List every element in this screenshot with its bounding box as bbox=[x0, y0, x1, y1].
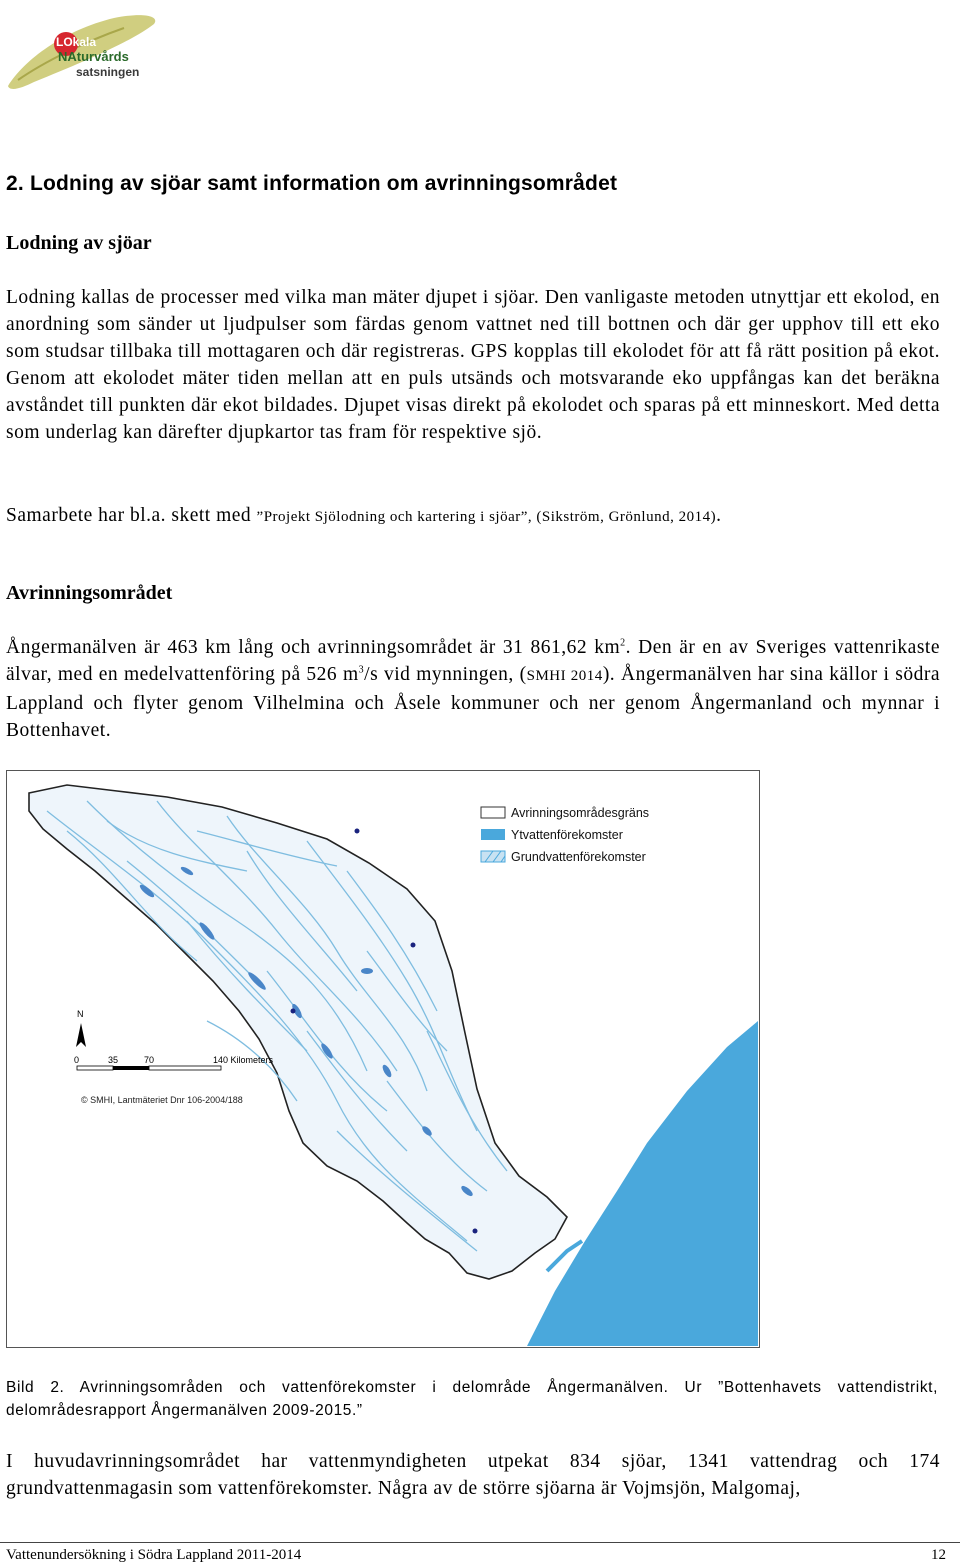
footer-rule bbox=[0, 1542, 960, 1543]
scale-label-70: 70 bbox=[144, 1055, 155, 1065]
catchment-map bbox=[6, 770, 760, 1348]
footer-title: Vattenundersökning i Södra Lappland 2011-2014 bbox=[6, 1547, 302, 1563]
logo-line-3: satsningen bbox=[76, 65, 140, 79]
scale-bar bbox=[74, 1055, 274, 1070]
logo-line-1: LOkala bbox=[56, 35, 97, 49]
section-title-lodning: Lodning av sjöar bbox=[6, 232, 152, 254]
legend-boundary-swatch bbox=[481, 807, 505, 818]
map-svg bbox=[7, 771, 758, 1346]
superscript-2: 2 bbox=[620, 637, 626, 649]
smhi-citation: SMHI 2014 bbox=[526, 668, 603, 684]
lona-logo bbox=[4, 10, 164, 92]
map-legend bbox=[481, 806, 649, 864]
page-heading: 2. Lodning av sjöar samt information om avrinningsområdet bbox=[6, 172, 618, 195]
scale-label-140: 140 Kilometers bbox=[213, 1055, 274, 1065]
avrinning-text-3: /s vid mynningen, ( bbox=[364, 664, 527, 685]
avrinning-paragraph bbox=[6, 634, 940, 744]
avrinning-text-2: . Den är en av Sveriges vattenrikaste älvar, med en medelvattenföring på 526 m bbox=[6, 637, 940, 685]
legend-surface-swatch bbox=[481, 829, 505, 840]
map-copyright: © SMHI, Lantmäteriet Dnr 106-2004/188 bbox=[81, 1095, 243, 1105]
closing-paragraph: I huvudavrinningsområdet har vattenmyndigheten utpekat 834 sjöar, 1341 vattendrag och 174 grundvattenmagasin som vattenförekomster. Några av de större sjöarna är Vojmsjön, Malgomaj, bbox=[6, 1451, 940, 1499]
collab-prefix: Samarbete har bl.a. skett med bbox=[6, 505, 257, 526]
scale-label-35: 35 bbox=[108, 1055, 119, 1065]
superscript-3: 3 bbox=[358, 664, 365, 676]
collab-project: ”Projekt Sjölodning och kartering i sjöar”, (Sikström, Grönlund, 2014) bbox=[256, 509, 717, 525]
lodning-paragraph: Lodning kallas de processer med vilka man mäter djupet i sjöar. Den vanligaste metoden utnyttjar ett ekolod, en anordning som sänder ut ljudpulser som färdas genom vattnet ned till bottnen och där ger upphov till ett eko som studsar tillbaka till mottagaren och där registreras. GPS kopplas till ekolodet för att få rätt position på ekot. Genom att ekolodet mäter tiden mellan att en puls utsänds och motsvarande eko uppfångas kan det beräkna avståndet till punkten där ekot bildades. Djupet visas direkt på ekolodet och sparas på ett minneskort. Med detta som underlag kan därefter djupkartor tas fram för respektive sjö. bbox=[6, 287, 940, 443]
collaboration-line bbox=[6, 502, 940, 531]
page-number: 12 bbox=[931, 1547, 946, 1563]
avrinning-text-1: Ångermanälven är 463 km lång och avrinningsområdet är 31 861,62 km bbox=[6, 637, 621, 658]
north-arrow-icon bbox=[76, 1009, 86, 1047]
legend-surface-label: Ytvattenförekomster bbox=[511, 828, 623, 842]
legend-boundary-label: Avrinningsområdesgräns bbox=[511, 806, 650, 820]
legend-ground-label: Grundvattenförekomster bbox=[511, 850, 646, 864]
figure-caption: Bild 2. Avrinningsområden och vattenförekomster i delområde Ångermanälven. Ur ”Bottenhavets vattendistrikt, delområdesrapport Ångermanälven 2009-2015.” bbox=[6, 1379, 938, 1419]
scale-label-0: 0 bbox=[74, 1055, 80, 1065]
avrinning-text-4: ). Ångermanälven har sina källor i södra Lappland och flyter genom Vilhelmina och Åsele kommuner och ner genom Ångermanland och mynnar i Bottenhavet. bbox=[6, 664, 940, 741]
section-title-avrinning: Avrinningsområdet bbox=[6, 582, 173, 604]
sea-bottenhavet bbox=[527, 1021, 758, 1346]
collab-suffix: . bbox=[716, 505, 722, 526]
logo-line-2: NAturvårds bbox=[58, 49, 129, 64]
north-label: N bbox=[77, 1009, 84, 1019]
legend-ground-swatch bbox=[481, 851, 505, 862]
